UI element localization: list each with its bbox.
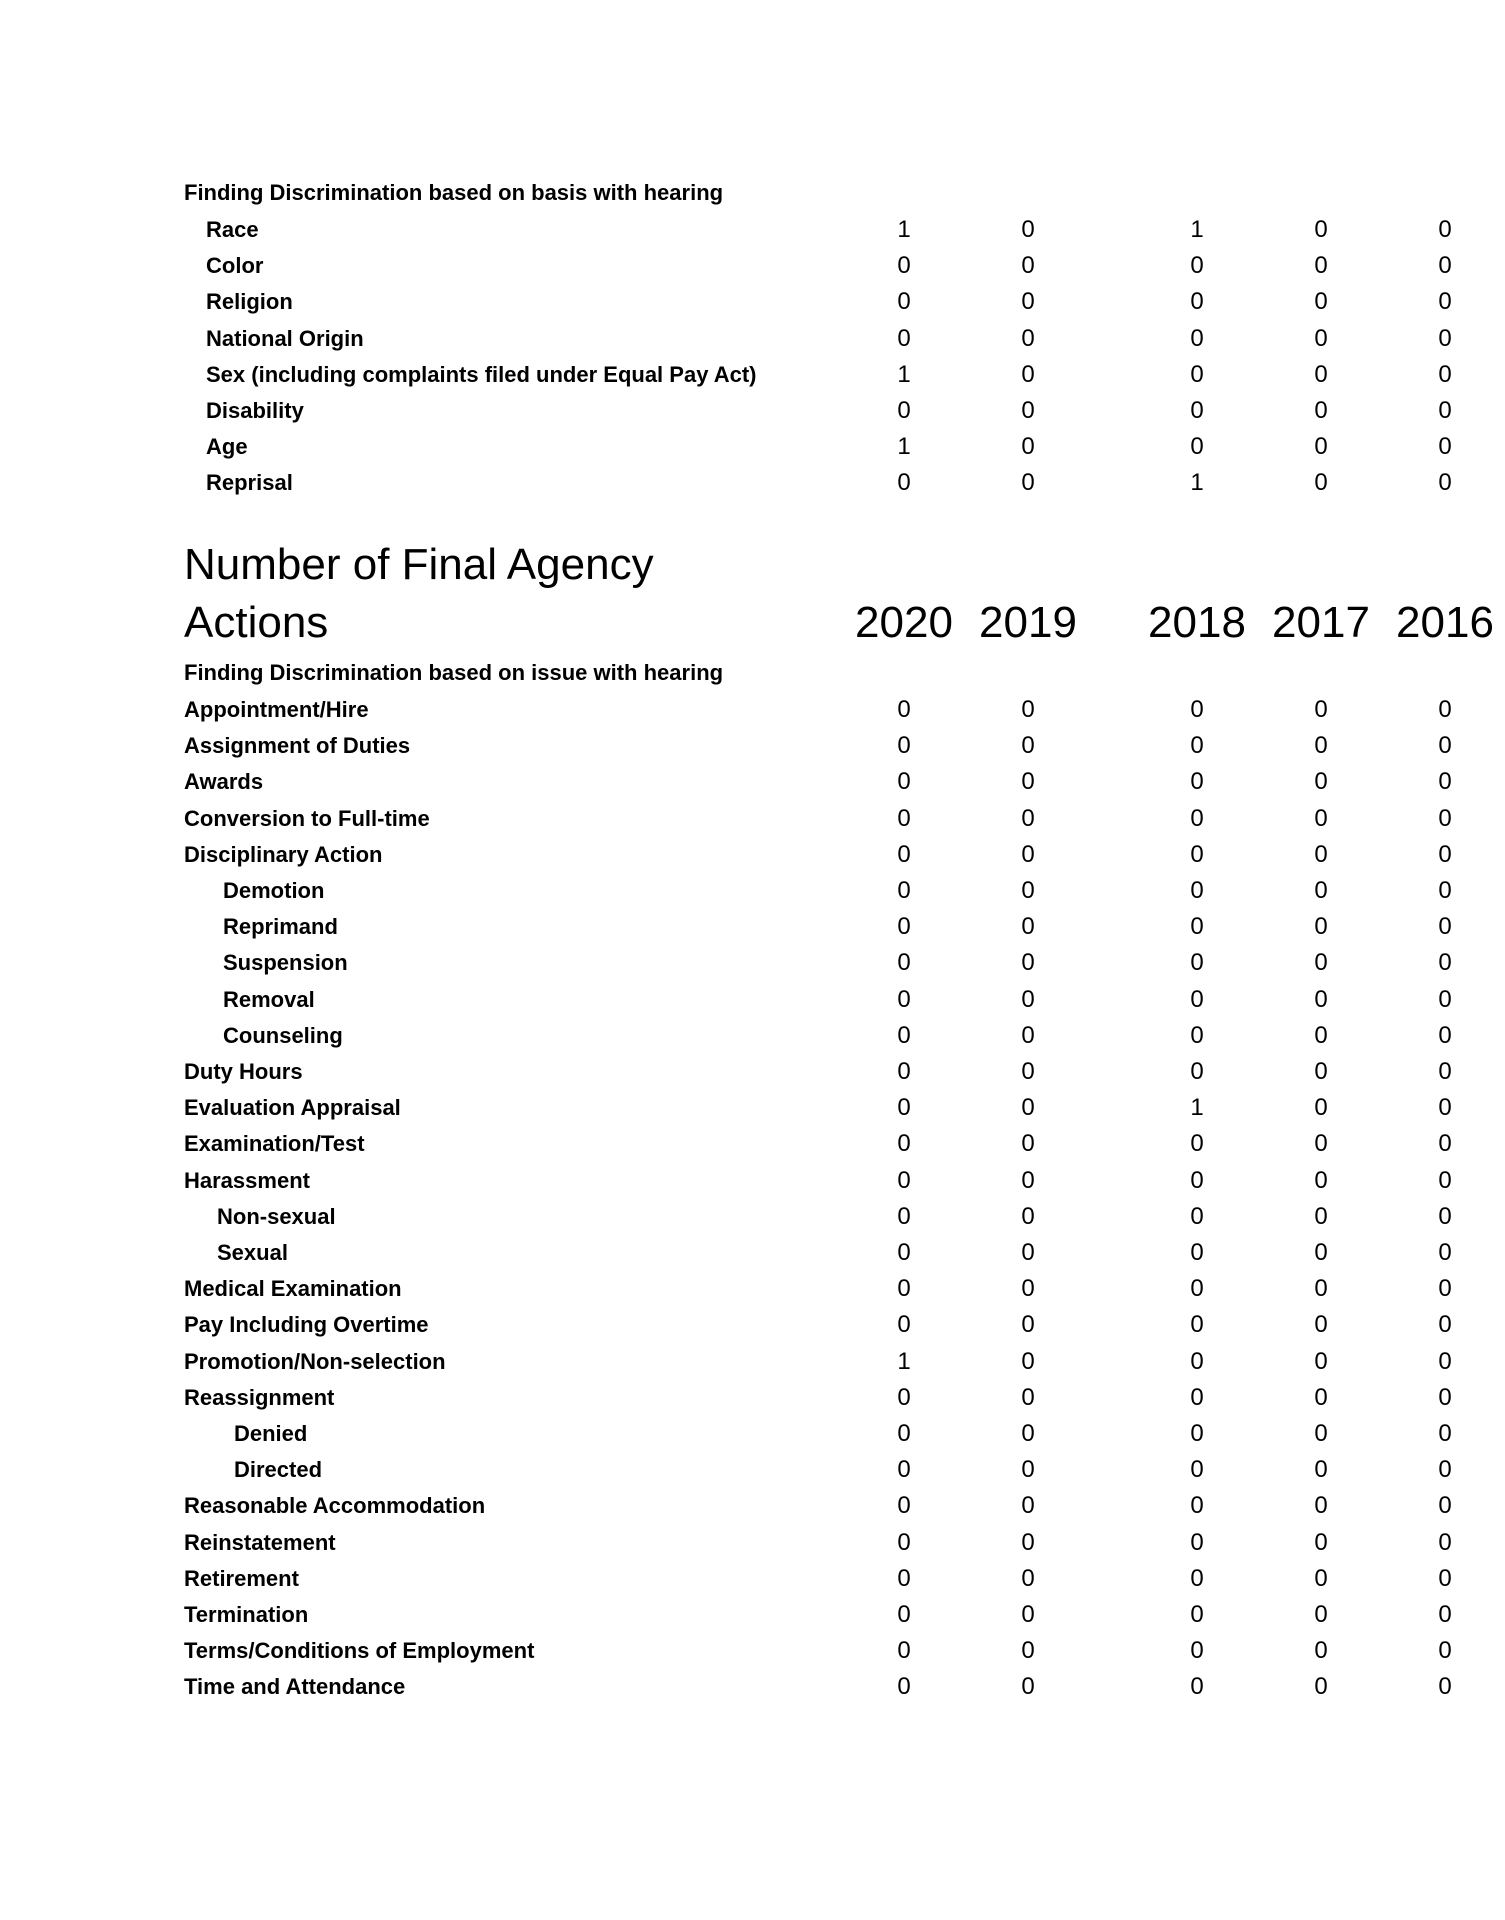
cell-value: 0	[1021, 1166, 1035, 1194]
cell-value: 0	[1190, 1383, 1204, 1411]
table-row	[0, 1491, 1484, 1521]
table-row	[0, 360, 1484, 390]
year-header-2017: 2017	[1272, 598, 1370, 647]
cell-value: 0	[1314, 985, 1328, 1013]
cell-value: 0	[897, 1058, 911, 1085]
cell-value: 0	[1021, 840, 1035, 868]
cell-value: 1	[897, 1347, 911, 1375]
cell-value: 0	[1438, 288, 1452, 316]
cell-value: 0	[897, 1637, 911, 1665]
row-label-denied: Denied	[234, 1421, 308, 1446]
cell-value: 0	[1438, 324, 1452, 352]
table-row	[0, 1238, 1484, 1268]
cell-value: 0	[1314, 252, 1328, 280]
cell-value: 0	[1190, 397, 1204, 424]
cell-value: 0	[1438, 1601, 1452, 1628]
cell-value: 0	[897, 252, 911, 280]
final-agency-actions-title-line1: Number of Final Agency	[184, 540, 654, 589]
cell-value: 0	[1021, 1564, 1035, 1592]
table-row	[0, 1528, 1484, 1558]
cell-value: 0	[897, 1420, 911, 1447]
cell-value: 0	[1438, 1130, 1452, 1158]
cell-value: 0	[1190, 1528, 1204, 1556]
cell-value: 0	[1021, 360, 1035, 388]
cell-value: 0	[1190, 1130, 1204, 1158]
row-label-reinstatement: Reinstatement	[184, 1529, 336, 1555]
row-label-reassignment: Reassignment	[184, 1384, 335, 1410]
cell-value: 0	[897, 1601, 911, 1628]
table-row	[0, 1600, 1484, 1630]
cell-value: 0	[897, 288, 911, 316]
cell-value: 0	[897, 1492, 911, 1520]
table-row	[0, 1564, 1484, 1594]
cell-value: 0	[1190, 1456, 1204, 1484]
table-row	[0, 396, 1484, 426]
cell-value: 0	[1314, 913, 1328, 941]
cell-value: 0	[1438, 1528, 1452, 1556]
cell-value: 0	[1021, 252, 1035, 280]
cell-value: 0	[1021, 804, 1035, 832]
row-label-counseling: Counseling	[223, 1022, 343, 1048]
cell-value: 0	[897, 1239, 911, 1266]
cell-value: 0	[1021, 1347, 1035, 1375]
cell-value: 0	[1314, 469, 1328, 497]
cell-value: 0	[1021, 985, 1035, 1013]
table-row	[0, 804, 1484, 834]
row-label-retirement: Retirement	[184, 1565, 299, 1591]
basis-section-heading: Finding Discrimination based on basis with hearing	[184, 180, 724, 205]
cell-value: 0	[1190, 1492, 1204, 1520]
cell-value: 0	[1190, 252, 1204, 280]
cell-value: 0	[897, 1094, 911, 1122]
row-label-religion: Religion	[206, 289, 293, 315]
row-label-color: Color	[206, 253, 264, 279]
row-label-time-and-attendance: Time and Attendance	[184, 1674, 406, 1700]
cell-value: 0	[1314, 732, 1328, 760]
cell-value: 0	[1021, 1528, 1035, 1556]
cell-value: 0	[1190, 1637, 1204, 1665]
cell-value: 0	[897, 1166, 911, 1194]
cell-value: 0	[1021, 1311, 1035, 1339]
table-row	[0, 1021, 1484, 1051]
row-label-reasonable-accommodation: Reasonable Accommodation	[184, 1493, 486, 1519]
cell-value: 0	[1190, 1021, 1204, 1049]
cell-value: 0	[1190, 1202, 1204, 1230]
cell-value: 0	[1190, 913, 1204, 941]
cell-value: 0	[1021, 216, 1035, 243]
cell-value: 0	[1021, 1637, 1035, 1665]
cell-value: 0	[1314, 1528, 1328, 1556]
cell-value: 0	[1190, 1673, 1204, 1701]
cell-value: 0	[1438, 840, 1452, 868]
row-label-disability: Disability	[206, 398, 304, 423]
row-label-harassment: Harassment	[184, 1167, 310, 1193]
cell-value: 0	[1021, 1275, 1035, 1303]
cell-value: 0	[1021, 433, 1035, 461]
cell-value: 0	[1314, 1673, 1328, 1701]
cell-value: 0	[1021, 1094, 1035, 1122]
cell-value: 0	[1021, 1673, 1035, 1701]
cell-value: 0	[1314, 1058, 1328, 1085]
cell-value: 0	[1190, 840, 1204, 868]
table-row	[0, 1093, 1484, 1123]
row-label-pay-including-overtime: Pay Including Overtime	[184, 1312, 429, 1338]
cell-value: 0	[1190, 1311, 1204, 1339]
table-row	[0, 1202, 1484, 1232]
cell-value: 0	[1021, 877, 1035, 904]
cell-value: 1	[897, 360, 911, 388]
table-row	[0, 1636, 1484, 1666]
cell-value: 0	[897, 1456, 911, 1484]
cell-value: 0	[1021, 324, 1035, 352]
cell-value: 0	[1190, 433, 1204, 461]
row-label-conversion-to-full-time: Conversion to Full-time	[184, 805, 430, 831]
table-row	[0, 1383, 1484, 1413]
cell-value: 0	[1190, 288, 1204, 316]
cell-value: 0	[1021, 1601, 1035, 1628]
cell-value: 0	[1021, 696, 1035, 723]
cell-value: 0	[1314, 397, 1328, 424]
cell-value: 0	[1021, 732, 1035, 760]
table-row	[0, 1672, 1484, 1702]
cell-value: 0	[1021, 1202, 1035, 1230]
cell-value: 0	[1190, 1058, 1204, 1085]
cell-value: 0	[1438, 1347, 1452, 1375]
cell-value: 0	[1314, 1601, 1328, 1628]
cell-value: 0	[1314, 288, 1328, 316]
row-label-appointment-hire: Appointment/Hire	[184, 697, 369, 722]
table-row	[0, 287, 1484, 317]
cell-value: 0	[1314, 1456, 1328, 1484]
cell-value: 0	[1438, 1637, 1452, 1665]
cell-value: 0	[897, 1528, 911, 1556]
cell-value: 0	[1021, 1420, 1035, 1447]
cell-value: 0	[1190, 1239, 1204, 1266]
row-label-examination-test: Examination/Test	[184, 1131, 365, 1157]
cell-value: 0	[1438, 252, 1452, 280]
cell-value: 0	[1438, 469, 1452, 497]
row-label-medical-examination: Medical Examination	[184, 1276, 402, 1302]
row-label-assignment-of-duties: Assignment of Duties	[184, 733, 411, 759]
table-row	[0, 912, 1484, 942]
cell-value: 0	[897, 804, 911, 832]
cell-value: 0	[1314, 1239, 1328, 1266]
row-label-suspension: Suspension	[223, 950, 348, 976]
year-header-2018: 2018	[1148, 598, 1246, 647]
cell-value: 0	[1021, 1058, 1035, 1085]
cell-value: 0	[1438, 913, 1452, 941]
cell-value: 0	[1438, 1166, 1452, 1194]
table-row	[0, 251, 1484, 281]
cell-value: 0	[1314, 696, 1328, 723]
cell-value: 0	[1314, 1383, 1328, 1411]
cell-value: 0	[1438, 360, 1452, 388]
cell-value: 1	[1190, 1094, 1204, 1122]
cell-value: 0	[1438, 1021, 1452, 1049]
cell-value: 0	[1438, 732, 1452, 760]
cell-value: 0	[1314, 1492, 1328, 1520]
cell-value: 0	[1314, 1275, 1328, 1303]
table-row	[0, 324, 1484, 354]
row-label-race: Race	[206, 217, 259, 242]
cell-value: 0	[1438, 696, 1452, 723]
row-label-sex-including-complaints-filed-under-equal-pay-act: Sex (including complaints filed under Equal Pay Act)	[206, 361, 757, 387]
table-row	[0, 1419, 1484, 1449]
cell-value: 0	[1438, 949, 1452, 977]
table-row	[0, 731, 1484, 761]
cell-value: 0	[1190, 949, 1204, 977]
row-label-reprimand: Reprimand	[223, 914, 338, 940]
cell-value: 0	[1314, 216, 1328, 243]
cell-value: 0	[897, 877, 911, 904]
row-label-promotion-non-selection: Promotion/Non-selection	[184, 1348, 446, 1374]
cell-value: 0	[1314, 324, 1328, 352]
cell-value: 0	[1190, 324, 1204, 352]
cell-value: 0	[1314, 360, 1328, 388]
row-label-duty-hours: Duty Hours	[184, 1059, 303, 1084]
cell-value: 0	[1021, 397, 1035, 424]
cell-value: 0	[1190, 732, 1204, 760]
row-label-termination: Termination	[184, 1602, 309, 1627]
table-row	[0, 1455, 1484, 1485]
cell-value: 0	[1021, 1492, 1035, 1520]
cell-value: 0	[1021, 1383, 1035, 1411]
cell-value: 0	[1021, 1021, 1035, 1049]
cell-value: 1	[1190, 216, 1204, 243]
year-header-2016: 2016	[1396, 598, 1494, 647]
table-row	[0, 767, 1484, 797]
row-label-sexual: Sexual	[217, 1240, 288, 1265]
cell-value: 0	[897, 1564, 911, 1592]
cell-value: 0	[1438, 1094, 1452, 1122]
cell-value: 0	[1438, 768, 1452, 796]
cell-value: 0	[1190, 985, 1204, 1013]
cell-value: 0	[1314, 877, 1328, 904]
cell-value: 0	[1190, 768, 1204, 796]
cell-value: 0	[1314, 804, 1328, 832]
cell-value: 0	[897, 732, 911, 760]
cell-value: 0	[1438, 433, 1452, 461]
row-label-reprisal: Reprisal	[206, 470, 293, 496]
cell-value: 0	[1190, 1420, 1204, 1447]
cell-value: 0	[1314, 768, 1328, 796]
cell-value: 0	[1314, 1637, 1328, 1665]
row-label-non-sexual: Non-sexual	[217, 1203, 336, 1229]
cell-value: 0	[1438, 1456, 1452, 1484]
cell-value: 0	[897, 1673, 911, 1701]
table-row	[0, 215, 1484, 245]
cell-value: 0	[1190, 1564, 1204, 1592]
cell-value: 0	[1190, 1347, 1204, 1375]
cell-value: 0	[1438, 804, 1452, 832]
cell-value: 0	[897, 949, 911, 977]
table-row	[0, 695, 1484, 725]
table-row	[0, 840, 1484, 870]
cell-value: 0	[1190, 696, 1204, 723]
issue-section-heading: Finding Discrimination based on issue with hearing	[184, 660, 724, 685]
row-label-removal: Removal	[223, 986, 315, 1012]
cell-value: 0	[1021, 949, 1035, 977]
cell-value: 0	[897, 1130, 911, 1158]
cell-value: 0	[897, 324, 911, 352]
year-header-2019: 2019	[979, 598, 1077, 647]
cell-value: 0	[897, 985, 911, 1013]
row-label-awards: Awards	[184, 769, 264, 795]
cell-value: 1	[897, 216, 911, 243]
table-row	[0, 985, 1484, 1015]
cell-value: 0	[1021, 913, 1035, 941]
cell-value: 0	[1438, 1311, 1452, 1339]
cell-value: 1	[897, 433, 911, 461]
table-row	[0, 1129, 1484, 1159]
row-label-demotion: Demotion	[223, 878, 325, 903]
table-row	[0, 1274, 1484, 1304]
cell-value: 0	[897, 1311, 911, 1339]
cell-value: 0	[1438, 216, 1452, 243]
cell-value: 0	[1314, 1094, 1328, 1122]
table-row	[0, 1166, 1484, 1196]
cell-value: 0	[1314, 1166, 1328, 1194]
row-label-national-origin: National Origin	[206, 325, 364, 351]
cell-value: 0	[1438, 1202, 1452, 1230]
cell-value: 0	[897, 397, 911, 424]
cell-value: 0	[1314, 1564, 1328, 1592]
cell-value: 0	[1190, 877, 1204, 904]
cell-value: 0	[1438, 1383, 1452, 1411]
cell-value: 0	[1438, 397, 1452, 424]
table-row	[0, 1057, 1484, 1087]
cell-value: 0	[1314, 949, 1328, 977]
cell-value: 0	[1021, 1239, 1035, 1266]
cell-value: 0	[897, 1021, 911, 1049]
cell-value: 0	[1314, 1311, 1328, 1339]
cell-value: 0	[1190, 1275, 1204, 1303]
row-label-disciplinary-action: Disciplinary Action	[184, 841, 383, 867]
cell-value: 0	[1438, 877, 1452, 904]
cell-value: 0	[1438, 1275, 1452, 1303]
cell-value: 0	[1314, 1347, 1328, 1375]
cell-value: 0	[897, 1202, 911, 1230]
final-agency-actions-title-line2: Actions	[184, 598, 329, 647]
cell-value: 0	[1314, 840, 1328, 868]
cell-value: 0	[1190, 1601, 1204, 1628]
cell-value: 0	[1438, 985, 1452, 1013]
cell-value: 0	[897, 1275, 911, 1303]
cell-value: 0	[1021, 469, 1035, 497]
cell-value: 0	[1438, 1673, 1452, 1701]
cell-value: 0	[1438, 1492, 1452, 1520]
cell-value: 0	[1438, 1564, 1452, 1592]
table-row	[0, 432, 1484, 462]
cell-value: 0	[1190, 1166, 1204, 1194]
cell-value: 0	[897, 840, 911, 868]
cell-value: 0	[1314, 1021, 1328, 1049]
cell-value: 0	[897, 913, 911, 941]
row-label-terms-conditions-of-employment: Terms/Conditions of Employment	[184, 1638, 535, 1664]
cell-value: 1	[1190, 469, 1204, 497]
row-label-directed: Directed	[234, 1457, 323, 1483]
cell-value: 0	[897, 1383, 911, 1411]
row-label-evaluation-appraisal: Evaluation Appraisal	[184, 1095, 401, 1121]
cell-value: 0	[1021, 1456, 1035, 1484]
cell-value: 0	[1314, 1420, 1328, 1447]
cell-value: 0	[1190, 804, 1204, 832]
cell-value: 0	[1314, 1130, 1328, 1158]
cell-value: 0	[1314, 433, 1328, 461]
table-row	[0, 468, 1484, 498]
row-label-age: Age	[206, 434, 248, 460]
cell-value: 0	[897, 469, 911, 497]
cell-value: 0	[1021, 1130, 1035, 1158]
cell-value: 0	[1021, 288, 1035, 316]
cell-value: 0	[1438, 1058, 1452, 1085]
cell-value: 0	[1190, 360, 1204, 388]
table-row	[0, 1347, 1484, 1377]
cell-value: 0	[1438, 1239, 1452, 1266]
table-row	[0, 948, 1484, 978]
cell-value: 0	[1314, 1202, 1328, 1230]
cell-value: 0	[1438, 1420, 1452, 1447]
table-row	[0, 1310, 1484, 1340]
cell-value: 0	[897, 768, 911, 796]
cell-value: 0	[897, 696, 911, 723]
table-row	[0, 876, 1484, 906]
year-header-2020: 2020	[855, 598, 953, 647]
cell-value: 0	[1021, 768, 1035, 796]
